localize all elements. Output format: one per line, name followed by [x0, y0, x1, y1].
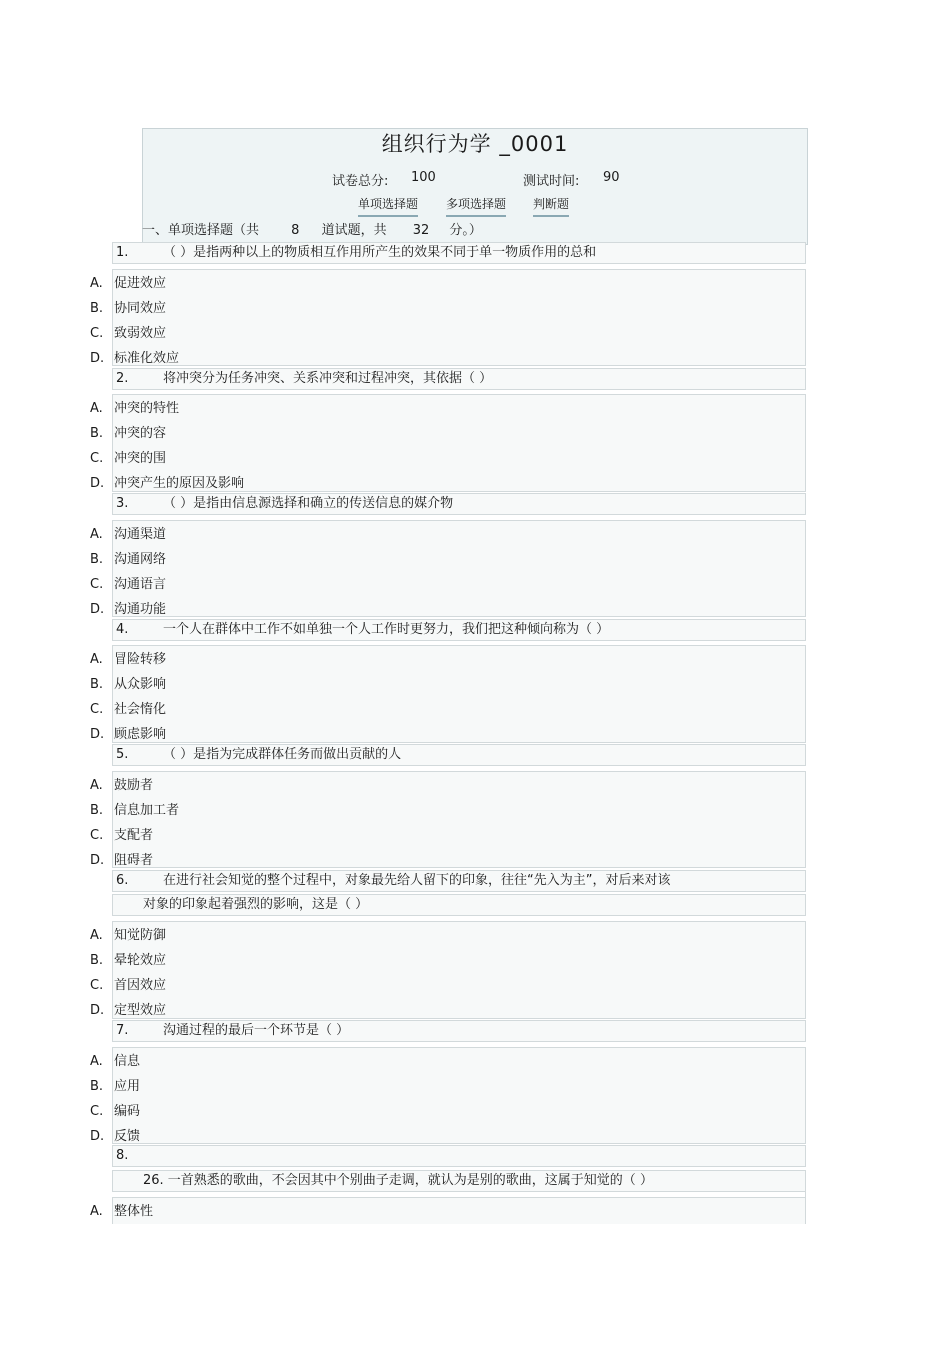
question-stem	[112, 1020, 806, 1042]
options-panel	[112, 1047, 806, 1145]
option-text: 冲突的特性	[114, 401, 180, 417]
option-letter: C.	[90, 576, 104, 592]
section-suffix: 分。）	[449, 223, 482, 238]
answer-option[interactable]	[90, 297, 166, 316]
options-panel	[112, 1197, 806, 1224]
answer-option[interactable]	[90, 849, 153, 868]
option-letter: D.	[90, 727, 105, 743]
question-text: 在进行社会知觉的整个过程中，对象最先给人留下的印象，往往“先入为主”，对后来对该	[163, 872, 671, 888]
answer-option[interactable]	[90, 949, 166, 968]
question-number: 2.	[116, 370, 129, 386]
options-panel	[112, 771, 806, 869]
option-text: 标准化效应	[114, 350, 180, 366]
option-text: 冲突的围	[114, 451, 167, 467]
option-text: 致弱效应	[114, 325, 167, 341]
divider	[805, 1190, 806, 1212]
answer-option[interactable]	[90, 824, 153, 843]
question-text: （ ）是指两种以上的物质相互作用所产生的效果不同于单一物质作用的总和	[163, 245, 597, 260]
option-text: 应用	[114, 1078, 141, 1094]
tab-multiple-choice[interactable]: 多项选择题	[446, 195, 506, 217]
answer-option[interactable]	[90, 523, 166, 542]
answer-option[interactable]	[90, 422, 166, 441]
option-text: 阻碍者	[114, 852, 154, 868]
option-letter: B.	[90, 802, 104, 818]
option-text: 定型效应	[114, 1003, 167, 1018]
question-text-continued: 26. 一首熟悉的歌曲，不会因其中个别曲子走调，就认为是别的歌曲，这属于知觉的（ ）	[143, 1173, 653, 1189]
option-letter: D.	[90, 1128, 105, 1144]
question-stem	[112, 870, 806, 892]
option-letter: D.	[90, 350, 105, 366]
answer-option[interactable]	[90, 1125, 140, 1144]
section-count: 8	[291, 223, 300, 238]
option-text: 从众影响	[114, 677, 167, 693]
answer-option[interactable]	[90, 924, 166, 943]
answer-option[interactable]	[90, 999, 166, 1018]
answer-option[interactable]	[90, 347, 179, 366]
option-text: 鼓励者	[114, 777, 154, 793]
question-stem	[112, 744, 806, 766]
option-text: 沟通渠道	[114, 526, 167, 542]
option-letter: C.	[90, 702, 104, 718]
option-letter: C.	[90, 451, 104, 467]
question-number: 7.	[116, 1022, 129, 1038]
option-letter: C.	[90, 827, 104, 843]
question-number: 1.	[116, 245, 129, 260]
option-letter: C.	[90, 1103, 104, 1119]
options-panel	[112, 921, 806, 1019]
answer-option[interactable]	[90, 1100, 140, 1119]
question-number: 6.	[116, 872, 129, 888]
option-text: 编码	[114, 1103, 141, 1119]
section-title	[142, 219, 482, 238]
question-text: 沟通过程的最后一个环节是（ ）	[163, 1022, 350, 1038]
test-time-value: 90	[603, 170, 620, 185]
option-text: 知觉防御	[114, 928, 167, 944]
question-text: 将冲突分为任务冲突、关系冲突和过程冲突，其依据（ ）	[163, 370, 493, 386]
option-letter: C.	[90, 325, 104, 341]
answer-option[interactable]	[90, 598, 166, 617]
question-text: （ ）是指由信息源选择和确立的传送信息的媒介物	[163, 496, 454, 511]
question-number: 5.	[116, 747, 129, 762]
question-stem	[112, 242, 806, 264]
option-letter: B.	[90, 300, 104, 316]
option-text: 协同效应	[114, 300, 167, 316]
option-letter: B.	[90, 677, 104, 693]
answer-option[interactable]	[90, 397, 179, 416]
exam-title: 组织行为学 _0001	[381, 132, 569, 156]
answer-option[interactable]	[90, 472, 244, 491]
option-letter: B.	[90, 953, 104, 969]
question-stem	[112, 368, 806, 390]
answer-option[interactable]	[90, 1050, 140, 1069]
option-letter: A.	[90, 652, 103, 668]
question-stem	[112, 1145, 806, 1167]
answer-option[interactable]	[90, 974, 166, 993]
option-letter: D.	[90, 476, 105, 492]
option-text: 沟通功能	[114, 601, 167, 617]
option-letter: C.	[90, 978, 104, 994]
answer-option[interactable]	[90, 673, 166, 692]
question-number: 3.	[116, 496, 129, 511]
option-text: 顾虑影响	[114, 727, 167, 743]
option-letter: A.	[90, 1053, 103, 1069]
question-stem-continued	[112, 894, 806, 916]
answer-option[interactable]	[90, 698, 166, 717]
option-text: 沟通网络	[114, 551, 167, 567]
option-letter: D.	[90, 601, 105, 617]
answer-option[interactable]	[90, 799, 179, 818]
question-stem	[112, 493, 806, 515]
option-letter: B.	[90, 426, 104, 442]
option-letter: A.	[90, 1204, 103, 1220]
section-prefix: 一、单项选择题（共	[142, 223, 260, 238]
question-number: 8.	[116, 1148, 129, 1164]
option-letter: D.	[90, 852, 105, 868]
option-text: 冲突产生的原因及影响	[114, 476, 245, 492]
option-text: 信息加工者	[114, 802, 180, 818]
answer-option[interactable]	[90, 322, 166, 341]
question-stem-continued	[112, 1170, 806, 1192]
option-text: 信息	[114, 1053, 141, 1069]
question-text: 一个人在群体中工作不如单独一个人工作时更努力，我们把这种倾向称为（ ）	[163, 621, 610, 637]
option-letter: A.	[90, 401, 103, 417]
question-text: （ ）是指为完成群体任务而做出贡献的人	[163, 747, 402, 762]
option-letter: D.	[90, 1003, 105, 1018]
option-text: 首因效应	[114, 978, 167, 994]
option-text: 冲突的容	[114, 426, 167, 442]
answer-option[interactable]	[90, 723, 166, 742]
section-middle: 道试题，共	[321, 223, 387, 238]
options-panel	[112, 645, 806, 743]
option-text: 支配者	[114, 827, 154, 843]
answer-option[interactable]	[90, 548, 166, 567]
answer-option[interactable]	[90, 1075, 140, 1094]
question-number: 4.	[116, 621, 129, 637]
answer-option[interactable]	[90, 447, 166, 466]
option-letter: B.	[90, 551, 104, 567]
option-letter: A.	[90, 275, 103, 291]
options-panel	[112, 520, 806, 618]
tab-true-false[interactable]: 判断题	[533, 195, 569, 217]
answer-option[interactable]	[90, 774, 153, 793]
option-text: 社会惰化	[114, 702, 167, 718]
answer-option[interactable]	[90, 573, 166, 592]
option-letter: A.	[90, 777, 103, 793]
section-points: 32	[412, 223, 430, 238]
question-text-continued: 对象的印象起着强烈的影响，这是（ ）	[143, 897, 369, 913]
answer-option[interactable]	[90, 648, 166, 667]
tab-single-choice[interactable]: 单项选择题	[358, 195, 418, 217]
test-time-label: 测试时间:	[523, 174, 580, 189]
answer-option[interactable]	[90, 272, 166, 291]
total-score-value: 100	[411, 170, 436, 185]
option-letter: A.	[90, 928, 103, 944]
option-text: 冒险转移	[114, 652, 167, 668]
option-text: 晕轮效应	[114, 953, 167, 969]
option-letter: B.	[90, 1078, 104, 1094]
option-text: 整体性	[114, 1204, 154, 1220]
options-panel	[112, 269, 806, 367]
question-stem	[112, 619, 806, 641]
option-letter: A.	[90, 526, 103, 542]
option-text: 反馈	[114, 1128, 141, 1144]
option-text: 沟通语言	[114, 576, 167, 592]
answer-option[interactable]	[90, 1200, 153, 1219]
option-text: 促进效应	[114, 275, 167, 291]
total-score-label: 试卷总分:	[332, 174, 389, 189]
